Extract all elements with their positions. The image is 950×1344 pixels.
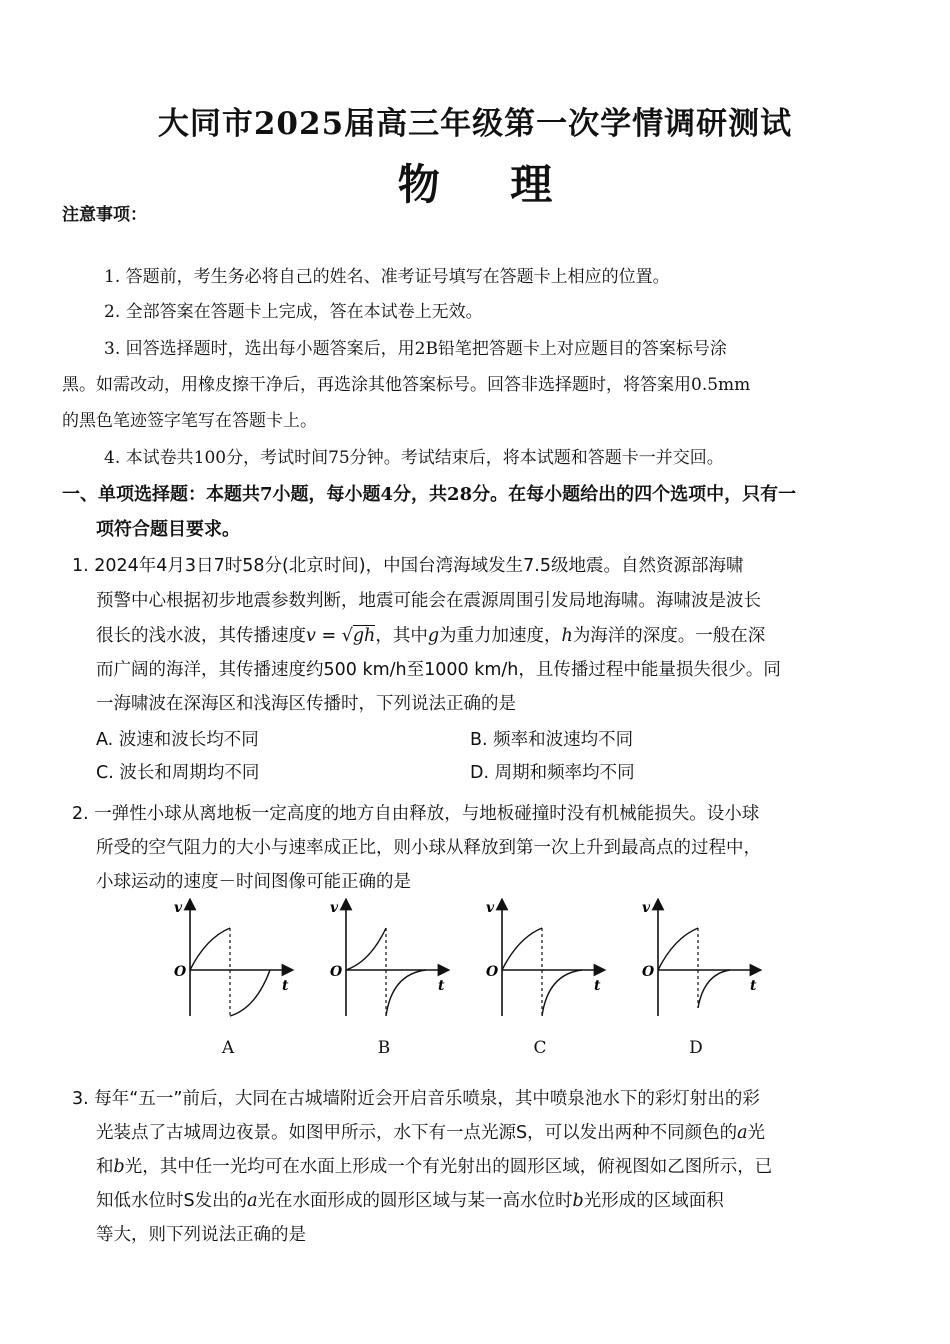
curve-rise — [542, 970, 582, 1016]
axis-t-label: t — [438, 978, 445, 994]
curve-fall — [658, 928, 698, 970]
section-heading: 一、单项选择题：本题共7小题，每小题4分，共28分。在每小题给出的四个选项中，只有一 — [62, 484, 797, 505]
q2-line: 所受的空气阻力的大小与速率成正比，则小球从释放到第一次上升到最高点的过程中， — [96, 838, 761, 858]
notice-item: 的黑色笔迹签字笔写在答题卡上。 — [62, 411, 317, 431]
notice-item: 3. 回答选择题时，选出每小题答案后，用2B铅笔把答题卡上对应题目的答案标号涂 — [104, 339, 727, 359]
vt-graph-a — [170, 898, 310, 1032]
exam-title: 大同市2025届高三年级第一次学情调研测试 — [157, 106, 793, 142]
axis-v-label: v — [642, 900, 651, 916]
origin-label: O — [330, 964, 343, 980]
vt-graph-c-svg — [482, 898, 622, 1028]
graph-label-b: B — [377, 1038, 391, 1058]
notice-item: 4. 本试卷共100分，考试时间75分钟。考试结束后，将本试题和答题卡一并交回。 — [104, 448, 724, 468]
q2-line: 2. 一弹性小球从离地板一定高度的地方自由释放，与地板碰撞时没有机械能损失。设小球 — [72, 804, 760, 824]
notice-heading: 注意事项： — [62, 205, 147, 225]
q3-line: 3. 每年“五一”前后，大同在古城墙附近会开启音乐喷泉，其中喷泉池水下的彩灯射出的彩 — [72, 1089, 760, 1109]
q1-option-c: C. 波长和周期均不同 — [96, 763, 260, 783]
q3-line-b: 和b光，其中任一光均可在水面上形成一个有光射出的圆形区域，俯视图如乙图所示，已 — [96, 1157, 773, 1177]
vt-graph-d — [638, 898, 778, 1032]
axis-v-label: v — [330, 900, 339, 916]
graph-label-d: D — [689, 1038, 703, 1058]
section-heading-cont: 项符合题目要求。 — [96, 519, 240, 540]
axis-t-label: t — [750, 978, 757, 994]
q1-line: 一海啸波在深海区和浅海区传播时，下列说法正确的是 — [96, 694, 516, 714]
vt-graph-d-svg — [638, 898, 778, 1028]
curve-rise — [386, 970, 426, 1016]
notice-item: 黑。如需改动，用橡皮擦干净后，再选涂其他答案标号。回答非选择题时，将答案用0.5mm — [62, 375, 751, 395]
axis-v-label: v — [174, 900, 183, 916]
vt-graph-b-svg — [326, 898, 466, 1028]
curve-fall — [346, 928, 386, 970]
curve-rise — [230, 970, 270, 1016]
q3-line-ab: 光装点了古城周边夜景。如图甲所示，水下有一点光源S，可以发出两种不同颜色的a光 — [96, 1123, 766, 1143]
curve-rise — [698, 970, 730, 1008]
q1-option-d: D. 周期和频率均不同 — [470, 763, 635, 783]
graph-label-c: C — [533, 1038, 547, 1058]
origin-label: O — [174, 964, 187, 980]
graph-label-a: A — [221, 1038, 235, 1058]
origin-label: O — [642, 964, 655, 980]
q3-line: 等大，则下列说法正确的是 — [96, 1225, 306, 1245]
curve-fall — [502, 928, 542, 970]
q1-line: 而广阔的海洋，其传播速度约500 km/h至1000 km/h，且传播过程中能量损失很少。同 — [96, 660, 781, 680]
curve-fall — [190, 928, 230, 970]
vt-graph-b — [326, 898, 466, 1032]
q3-line-ab2: 知低水位时S发出的a光在水面形成的圆形区域与某一高水位时b光形成的区域面积 — [96, 1191, 724, 1211]
q1-line-formula: 很长的浅水波，其传播速度v = √gh，其中g为重力加速度，h为海洋的深度。一般在深 — [96, 626, 766, 646]
q1-option-a: A. 波速和波长均不同 — [96, 730, 259, 750]
notice-item: 1. 答题前，考生务必将自己的姓名、准考证号填写在答题卡上相应的位置。 — [104, 267, 670, 287]
axis-v-label: v — [486, 900, 495, 916]
notice-item: 2. 全部答案在答题卡上完成，答在本试卷上无效。 — [104, 302, 483, 322]
q2-line: 小球运动的速度－时间图像可能正确的是 — [96, 872, 411, 892]
q1-option-b: B. 频率和波速均不同 — [470, 730, 634, 750]
subject-title: 物 理 — [397, 160, 581, 209]
q1-line: 1. 2024年4月3日7时58分(北京时间)，中国台湾海域发生7.5级地震。自然资源部海啸 — [72, 556, 744, 576]
vt-graph-a-svg — [170, 898, 310, 1028]
axis-t-label: t — [282, 978, 289, 994]
axis-t-label: t — [594, 978, 601, 994]
q1-line: 预警中心根据初步地震参数判断，地震可能会在震源周围引发局地海啸。海啸波是波长 — [96, 591, 761, 611]
vt-graph-c — [482, 898, 622, 1032]
origin-label: O — [486, 964, 499, 980]
